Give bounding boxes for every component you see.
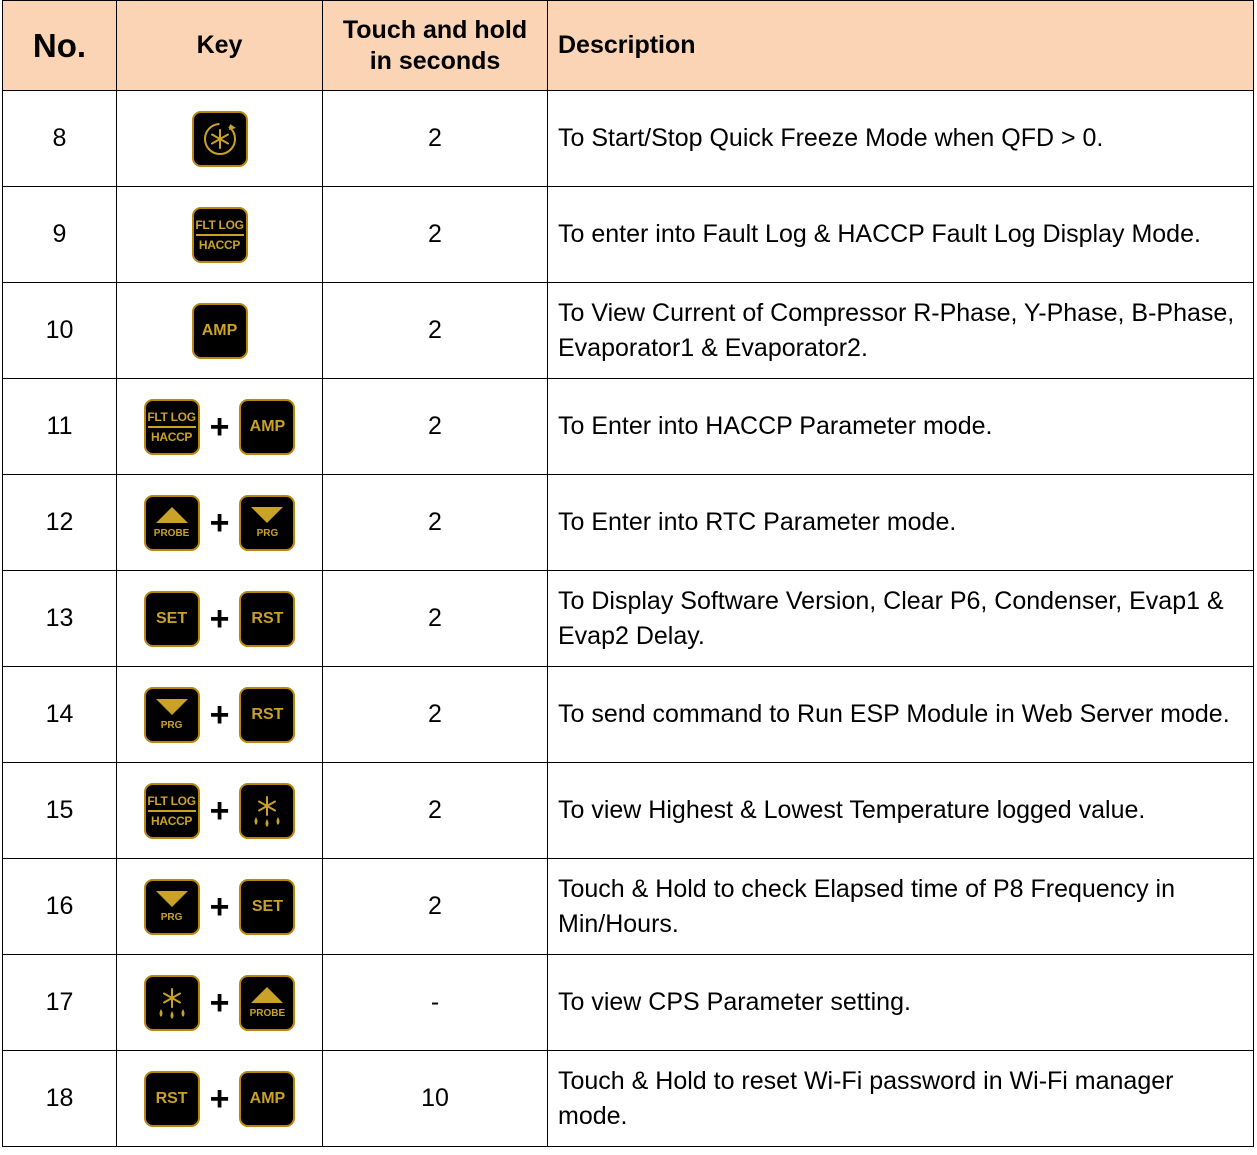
prg-down-key-icon: [144, 879, 200, 935]
set-key-icon: [144, 591, 200, 647]
fault-log-haccp-key-icon: [144, 783, 200, 839]
table-row: [3, 187, 1254, 283]
row-no: 16: [3, 859, 117, 955]
row-hold: 2: [323, 475, 548, 571]
defrost-key-icon: [144, 975, 200, 1031]
row-key: [117, 667, 323, 763]
probe-up-key-icon: [239, 975, 295, 1031]
row-no: 10: [3, 283, 117, 379]
table-row: [3, 763, 1254, 859]
header-description: Description: [548, 1, 1254, 91]
table-row: [3, 283, 1254, 379]
row-hold: 2: [323, 667, 548, 763]
row-description: To Display Software Version, Clear P6, Condenser, Evap1 & Evap2 Delay.: [548, 571, 1254, 667]
key-label-amp: AMP: [249, 1089, 286, 1107]
set-key-icon: [239, 879, 295, 935]
key-label-probe: PROBE: [249, 1007, 286, 1019]
prg-down-key-icon: [144, 687, 200, 743]
row-no: 9: [3, 187, 117, 283]
defrost-key-icon: [239, 783, 295, 839]
quick-freeze-key-icon: [192, 111, 248, 167]
row-description: To view Highest & Lowest Temperature logged value.: [548, 763, 1254, 859]
row-description: To Start/Stop Quick Freeze Mode when QFD > 0.: [548, 91, 1254, 187]
key-label-flt-log: FLT LOG: [195, 217, 244, 232]
prg-down-key-icon: [239, 495, 295, 551]
row-key: [117, 283, 323, 379]
key-label-set: SET: [156, 609, 188, 627]
plus-icon: +: [209, 599, 230, 638]
row-no: 11: [3, 379, 117, 475]
table-row: [3, 571, 1254, 667]
key-label-rst: RST: [155, 1089, 188, 1107]
row-description: Touch & Hold to check Elapsed time of P8 Frequency in Min/Hours.: [548, 859, 1254, 955]
row-key: [117, 475, 323, 571]
row-description: To send command to Run ESP Module in Web Server mode.: [548, 667, 1254, 763]
key-label-prg: PRG: [256, 527, 279, 539]
plus-icon: +: [209, 983, 230, 1022]
row-no: 17: [3, 955, 117, 1051]
row-hold: 2: [323, 379, 548, 475]
table-header-row: [3, 1, 1254, 91]
probe-up-key-icon: [144, 495, 200, 551]
rst-key-icon: [239, 591, 295, 647]
row-no: 18: [3, 1051, 117, 1147]
table-row: [3, 859, 1254, 955]
row-key: [117, 859, 323, 955]
rst-key-icon: [144, 1071, 200, 1127]
row-key: [117, 91, 323, 187]
row-key: [117, 763, 323, 859]
row-description: Touch & Hold to reset Wi-Fi password in Wi-Fi manager mode.: [548, 1051, 1254, 1147]
header-hold-line1: Touch and hold: [342, 15, 528, 44]
amp-key-icon: [239, 399, 295, 455]
key-label-haccp: HACCP: [150, 813, 193, 828]
table-row: [3, 91, 1254, 187]
row-hold: 2: [323, 763, 548, 859]
key-label-prg: PRG: [160, 911, 183, 923]
amp-key-icon: [239, 1071, 295, 1127]
row-no: 14: [3, 667, 117, 763]
row-hold: -: [323, 955, 548, 1051]
row-hold: 2: [323, 571, 548, 667]
header-hold: [323, 1, 548, 91]
fault-log-haccp-key-icon: [144, 399, 200, 455]
fault-log-haccp-key-icon: [192, 207, 248, 263]
key-label-flt-log: FLT LOG: [147, 793, 196, 808]
row-key: [117, 187, 323, 283]
key-label-rst: RST: [251, 705, 284, 723]
key-label-flt-log: FLT LOG: [147, 409, 196, 424]
table-row: [3, 1051, 1254, 1147]
key-function-table: [2, 0, 1254, 1147]
row-hold: 2: [323, 187, 548, 283]
plus-icon: +: [209, 503, 230, 542]
key-label-probe: PROBE: [153, 527, 190, 539]
row-description: To Enter into RTC Parameter mode.: [548, 475, 1254, 571]
row-key: [117, 379, 323, 475]
row-no: 15: [3, 763, 117, 859]
table-row: [3, 955, 1254, 1051]
row-hold: 10: [323, 1051, 548, 1147]
table-row: [3, 379, 1254, 475]
row-no: 8: [3, 91, 117, 187]
row-key: [117, 571, 323, 667]
table-row: [3, 475, 1254, 571]
row-no: 13: [3, 571, 117, 667]
row-hold: 2: [323, 283, 548, 379]
row-description: To View Current of Compressor R-Phase, Y-Phase, B-Phase, Evaporator1 & Evaporator2.: [548, 283, 1254, 379]
key-label-set: SET: [251, 897, 283, 915]
row-no: 12: [3, 475, 117, 571]
plus-icon: +: [209, 407, 230, 446]
row-key: [117, 1051, 323, 1147]
plus-icon: +: [209, 887, 230, 926]
rst-key-icon: [239, 687, 295, 743]
amp-key-icon: [192, 303, 248, 359]
key-label-amp: AMP: [249, 417, 286, 435]
key-label-haccp: HACCP: [198, 237, 241, 252]
header-key: Key: [117, 1, 323, 91]
plus-icon: +: [209, 1079, 230, 1118]
row-description: To Enter into HACCP Parameter mode.: [548, 379, 1254, 475]
header-no: No.: [3, 1, 117, 91]
key-label-amp: AMP: [201, 321, 238, 339]
plus-icon: +: [209, 791, 230, 830]
row-hold: 2: [323, 91, 548, 187]
key-label-prg: PRG: [160, 719, 183, 731]
plus-icon: +: [209, 695, 230, 734]
row-description: To enter into Fault Log & HACCP Fault Log Display Mode.: [548, 187, 1254, 283]
key-label-haccp: HACCP: [150, 429, 193, 444]
table-row: [3, 667, 1254, 763]
row-key: [117, 955, 323, 1051]
row-hold: 2: [323, 859, 548, 955]
header-hold-line2: in seconds: [369, 46, 501, 75]
row-description: To view CPS Parameter setting.: [548, 955, 1254, 1051]
key-label-rst: RST: [251, 609, 284, 627]
